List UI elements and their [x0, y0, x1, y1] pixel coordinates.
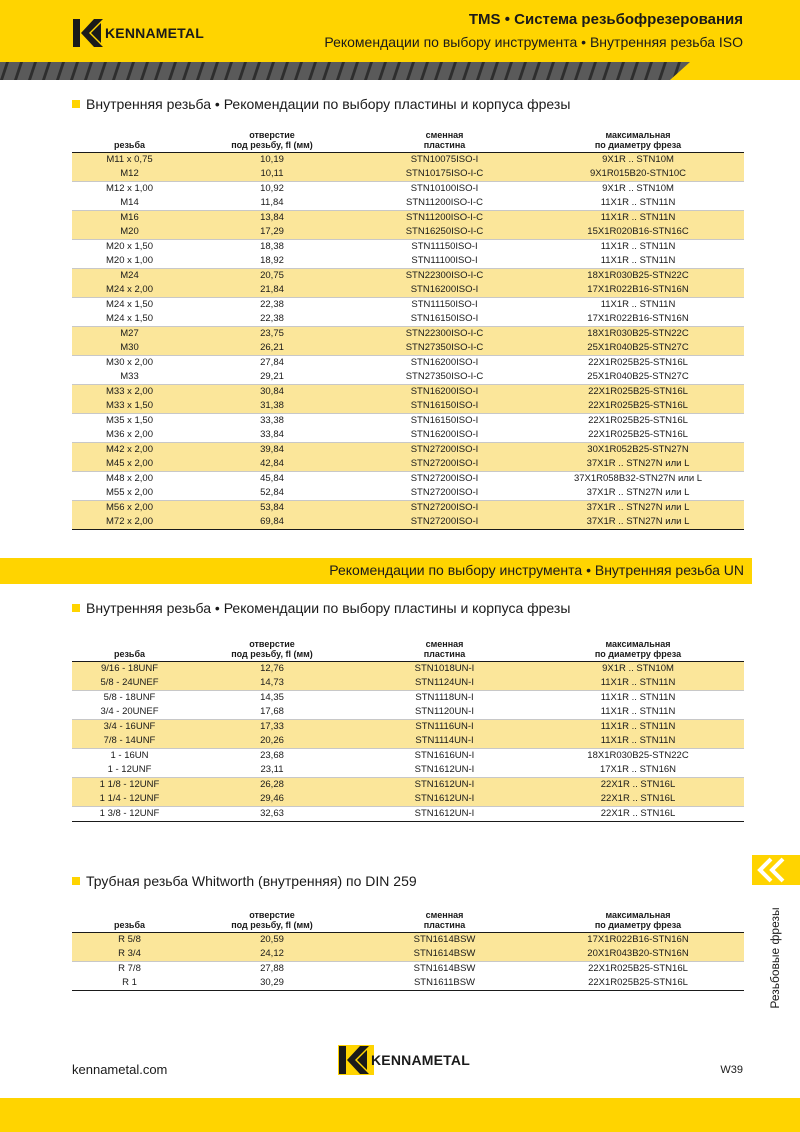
- cell-thread: 1 - 12UNF: [107, 764, 152, 775]
- cell-hole: 10,92: [187, 182, 357, 197]
- table-row: [72, 486, 744, 501]
- side-section-label-text: Резьбовые фрезы: [768, 906, 782, 1009]
- cell-max-cutter: 11X1R .. STN11N: [532, 211, 744, 226]
- cell-thread: M72 x 2,00: [72, 515, 187, 530]
- cell-thread: R 1: [72, 976, 187, 991]
- cell-insert: STN10100ISO-I: [357, 182, 532, 197]
- cell-hole: 24,12: [187, 947, 357, 962]
- table-row: [72, 720, 744, 735]
- un-section-band-text: Рекомендации по выбору инструмента • Внутренняя резьба UN: [329, 562, 744, 578]
- cell-max-cutter: 37X1R .. STN27N или L: [532, 515, 744, 530]
- footer-band: [0, 1098, 800, 1132]
- table-row: [72, 240, 744, 255]
- cell-max-cutter: 22X1R025B25-STN16L: [532, 356, 744, 371]
- table-row: [72, 254, 744, 269]
- cell-max-cutter: 37X1R058B32-STN27N или L: [532, 472, 744, 487]
- table-row: [72, 662, 744, 677]
- table-row: [72, 676, 744, 691]
- cell-insert: STN16150ISO-I: [357, 414, 532, 429]
- cell-max-cutter: 11X1R .. STN11N: [532, 734, 744, 749]
- cell-max-cutter: 18X1R030B25-STN22C: [532, 269, 744, 284]
- cell-hole: 12,76: [187, 662, 357, 677]
- cell-hole: 53,84: [187, 501, 357, 516]
- cell-hole: 11,84: [260, 197, 284, 208]
- cell-hole: 31,38: [187, 399, 357, 414]
- cell-insert: STN1611BSW: [357, 976, 532, 991]
- cell-insert: STN27200ISO-I: [357, 443, 532, 458]
- cell-thread: M24 x 2,00: [72, 283, 187, 298]
- cell-max-cutter: 37X1R .. STN27N или L: [532, 457, 744, 472]
- table-row: [72, 153, 744, 168]
- kennametal-logo: [72, 18, 204, 48]
- cell-thread: M20 x 1,00: [106, 255, 153, 266]
- un-section-title-text: Внутренняя резьба • Рекомендации по выбору пластины и корпуса фрезы: [86, 600, 571, 616]
- cell-thread: M16: [72, 211, 187, 226]
- cell-thread: R 5/8: [72, 933, 187, 948]
- cell-thread: 5/8 - 24UNEF: [72, 676, 187, 691]
- cell-thread: 1 3/8 - 12UNF: [72, 807, 187, 822]
- cell-thread: M30 x 2,00: [72, 356, 187, 371]
- cell-thread: M12 x 1,00: [72, 182, 187, 197]
- cell-max-cutter: 9X1R .. STN10M: [532, 182, 744, 197]
- side-section-label: [763, 906, 787, 1009]
- cell-max-cutter: 11X1R .. STN11N: [532, 298, 744, 313]
- cell-hole: 17,33: [187, 720, 357, 735]
- col-header-max-cutter: максимальная по диаметру фреза: [532, 131, 744, 153]
- cell-thread: R 7/8: [72, 962, 187, 977]
- table-row: [72, 705, 744, 720]
- col-header-thread: резьба: [72, 131, 187, 153]
- iso-thread-table: [72, 131, 744, 530]
- cell-thread: 9/16 - 18UNF: [72, 662, 187, 677]
- table-row: [72, 501, 744, 516]
- cell-max-cutter: 11X1R .. STN11N: [600, 706, 676, 717]
- cell-max-cutter: 17X1R022B16-STN16N: [532, 283, 744, 298]
- cell-hole: 20,26: [187, 734, 357, 749]
- bsw-section-title-text: Трубная резьба Whitworth (внутренняя) по DIN 259: [86, 873, 417, 889]
- cell-hole: 27,88: [187, 962, 357, 977]
- logo-wordmark: KENNAMETAL: [105, 25, 204, 41]
- cell-insert: STN22300ISO-I-C: [357, 269, 532, 284]
- cell-max-cutter: 18X1R030B25-STN22C: [532, 327, 744, 342]
- table-row: [72, 356, 744, 371]
- cell-insert: STN1614BSW: [357, 933, 532, 948]
- cell-insert: STN1612UN-I: [357, 792, 532, 807]
- cell-max-cutter: 22X1R .. STN16L: [532, 807, 744, 822]
- cell-insert: STN16200ISO-I: [410, 429, 479, 440]
- cell-hole: 23,68: [187, 749, 357, 764]
- header-subtitle: Рекомендации по выбору инструмента • Внутренняя резьба ISO: [324, 34, 743, 50]
- cell-hole: 23,11: [260, 764, 284, 775]
- col-header-hole: отверстие под резьбу, fl (мм): [187, 911, 357, 933]
- footer-url: kennametal.com: [72, 1062, 168, 1077]
- cell-hole: 20,59: [187, 933, 357, 948]
- cell-thread: M56 x 2,00: [72, 501, 187, 516]
- col-header-insert: сменная пластина: [357, 911, 532, 933]
- cell-thread: M35 x 1,50: [72, 414, 187, 429]
- cell-max-cutter: 11X1R .. STN11N: [600, 255, 676, 266]
- col-header-max-cutter: максимальная по диаметру фреза: [532, 640, 744, 662]
- table-row: [72, 269, 744, 284]
- table-row: [72, 399, 744, 414]
- table-row: [72, 327, 744, 342]
- cell-max-cutter: 22X1R025B25-STN16L: [532, 962, 744, 977]
- cell-thread: M33 x 1,50: [72, 399, 187, 414]
- cell-insert: STN27350ISO-I-C: [357, 341, 532, 356]
- iso-table-body: [72, 153, 744, 530]
- cell-thread: M55 x 2,00: [106, 487, 153, 498]
- yellow-square-bullet-icon: [72, 604, 80, 612]
- bsw-section-title: [72, 873, 417, 889]
- col-header-insert: сменная пластина: [357, 640, 532, 662]
- cell-thread: 3/4 - 20UNEF: [100, 706, 159, 717]
- cell-max-cutter: 25X1R040B25-STN27C: [532, 341, 744, 356]
- iso-section-title-text: Внутренняя резьба • Рекомендации по выбору пластины и корпуса фрезы: [86, 96, 571, 112]
- table-row: [72, 472, 744, 487]
- cell-thread: M12: [72, 167, 187, 182]
- table-row: [72, 312, 744, 327]
- bsw-table-body: [72, 933, 744, 991]
- cell-hole: 10,19: [187, 153, 357, 168]
- double-chevron-left-icon: [752, 855, 800, 885]
- cell-insert: STN11200ISO-I-C: [406, 197, 483, 208]
- cell-max-cutter: 11X1R .. STN11N: [532, 676, 744, 691]
- table-row: [72, 196, 744, 211]
- cell-hole: 69,84: [187, 515, 357, 530]
- cell-thread: 3/4 - 16UNF: [72, 720, 187, 735]
- cell-max-cutter: 22X1R025B25-STN16L: [532, 399, 744, 414]
- cell-insert: STN1612UN-I: [414, 764, 475, 775]
- cell-hole: 14,73: [187, 676, 357, 691]
- table-row: [72, 211, 744, 226]
- cell-thread: 1 1/4 - 12UNF: [72, 792, 187, 807]
- cell-thread: M45 x 2,00: [72, 457, 187, 472]
- yellow-square-bullet-icon: [72, 100, 80, 108]
- cell-thread: M20 x 1,50: [72, 240, 187, 255]
- cell-max-cutter: 9X1R .. STN10M: [532, 153, 744, 168]
- page-number: W39: [720, 1064, 743, 1076]
- cell-insert: STN1118UN-I: [357, 691, 532, 706]
- cell-max-cutter: 22X1R025B25-STN16L: [532, 414, 744, 429]
- cell-insert: STN10075ISO-I: [357, 153, 532, 168]
- table-row: [72, 691, 744, 706]
- cell-insert: STN1612UN-I: [357, 778, 532, 793]
- cell-insert: STN16200ISO-I: [357, 283, 532, 298]
- table-row: [72, 947, 744, 962]
- cell-max-cutter: 11X1R .. STN11N: [600, 197, 676, 208]
- table-row: [72, 443, 744, 458]
- cell-max-cutter: 17X1R022B16-STN16N: [587, 313, 689, 324]
- cell-max-cutter: 22X1R .. STN16L: [532, 778, 744, 793]
- diagonal-stripe-band: [0, 62, 800, 80]
- cell-insert: STN16200ISO-I: [357, 385, 532, 400]
- cell-hole: 22,38: [260, 313, 284, 324]
- cell-insert: STN27200ISO-I: [357, 515, 532, 530]
- cell-thread: M42 x 2,00: [72, 443, 187, 458]
- cell-hole: 32,63: [187, 807, 357, 822]
- cell-thread: M33 x 2,00: [72, 385, 187, 400]
- kennametal-k-logo-icon: [72, 18, 108, 48]
- cell-thread: M27: [72, 327, 187, 342]
- cell-hole: 29,46: [187, 792, 357, 807]
- cell-max-cutter: 37X1R .. STN27N или L: [532, 501, 744, 516]
- cell-hole: 14,35: [187, 691, 357, 706]
- table-header-row: [72, 911, 744, 933]
- cell-hole: 17,29: [187, 225, 357, 240]
- cell-insert: STN16200ISO-I: [357, 356, 532, 371]
- table-row: [72, 515, 744, 530]
- cell-insert: STN1616UN-I: [357, 749, 532, 764]
- cell-hole: 29,21: [260, 371, 284, 382]
- cell-thread: M24: [72, 269, 187, 284]
- table-header-row: [72, 131, 744, 153]
- col-header-max-cutter: максимальная по диаметру фреза: [532, 911, 744, 933]
- cell-thread: M33: [120, 371, 139, 382]
- cell-thread: M48 x 2,00: [72, 472, 187, 487]
- table-row: [72, 933, 744, 948]
- cell-insert: STN11150ISO-I: [357, 298, 532, 313]
- cell-hole: 17,68: [260, 706, 284, 717]
- cell-hole: 42,84: [187, 457, 357, 472]
- cell-insert: STN1124UN-I: [357, 676, 532, 691]
- cell-insert: STN16150ISO-I: [410, 313, 479, 324]
- table-row: [72, 734, 744, 749]
- cell-max-cutter: 17X1R022B16-STN16N: [532, 933, 744, 948]
- cell-max-cutter: 22X1R025B25-STN16L: [532, 976, 744, 991]
- cell-max-cutter: 17X1R .. STN16N: [599, 764, 677, 775]
- header-title: TMS • Система резьбофрезерования: [468, 11, 743, 28]
- col-header-thread: резьба: [72, 640, 187, 662]
- cell-thread: M24 x 1,50: [72, 298, 187, 313]
- table-row: [72, 457, 744, 472]
- cell-max-cutter: 9X1R015B20-STN10C: [532, 167, 744, 182]
- table-row: [72, 385, 744, 400]
- iso-section-title: [72, 96, 570, 112]
- cell-thread: 7/8 - 14UNF: [72, 734, 187, 749]
- table-row: [72, 792, 744, 807]
- cell-max-cutter: 37X1R .. STN27N или L: [586, 487, 690, 498]
- cell-insert: STN16250ISO-I-C: [357, 225, 532, 240]
- cell-thread: 5/8 - 18UNF: [72, 691, 187, 706]
- table-row: [72, 298, 744, 313]
- cell-max-cutter: 9X1R .. STN10M: [532, 662, 744, 677]
- cell-insert: STN27350ISO-I-C: [405, 371, 484, 382]
- cell-hole: 26,28: [187, 778, 357, 793]
- table-row: [72, 763, 744, 778]
- cell-thread: M36 x 2,00: [106, 429, 153, 440]
- col-header-hole: отверстие под резьбу, fl (мм): [187, 640, 357, 662]
- cell-max-cutter: 11X1R .. STN11N: [532, 691, 744, 706]
- table-row: [72, 976, 744, 991]
- cell-max-cutter: 22X1R .. STN16L: [532, 792, 744, 807]
- cell-insert: STN1114UN-I: [357, 734, 532, 749]
- table-row: [72, 807, 744, 822]
- cell-hole: 27,84: [187, 356, 357, 371]
- table-row: [72, 341, 744, 356]
- cell-insert: STN1614BSW: [357, 947, 532, 962]
- table-header-row: [72, 640, 744, 662]
- un-table-body: [72, 662, 744, 822]
- bsw-thread-table: [72, 911, 744, 991]
- cell-max-cutter: 20X1R043B20-STN16N: [532, 947, 744, 962]
- un-section-title: [72, 600, 570, 616]
- cell-hole: 20,75: [187, 269, 357, 284]
- col-header-hole: отверстие под резьбу, fl (мм): [187, 131, 357, 153]
- cell-hole: 18,38: [187, 240, 357, 255]
- cell-hole: 18,92: [260, 255, 284, 266]
- cell-insert: STN11100ISO-I: [411, 255, 478, 266]
- cell-insert: STN1116UN-I: [357, 720, 532, 735]
- cell-insert: STN27200ISO-I: [410, 487, 479, 498]
- cell-max-cutter: 22X1R025B25-STN16L: [532, 385, 744, 400]
- cell-hole: 39,84: [187, 443, 357, 458]
- kennametal-k-logo-icon: [338, 1045, 374, 1075]
- table-row: [72, 167, 744, 182]
- cell-insert: STN16150ISO-I: [357, 399, 532, 414]
- cell-max-cutter: 11X1R .. STN11N: [532, 720, 744, 735]
- cell-hole: 30,84: [187, 385, 357, 400]
- cell-insert: STN1614BSW: [357, 962, 532, 977]
- table-row: [72, 778, 744, 793]
- cell-insert: STN11150ISO-I: [357, 240, 532, 255]
- cell-max-cutter: 15X1R020B16-STN16C: [532, 225, 744, 240]
- cell-max-cutter: 11X1R .. STN11N: [532, 240, 744, 255]
- cell-thread: M24 x 1,50: [106, 313, 153, 324]
- table-row: [72, 414, 744, 429]
- cell-insert: STN27200ISO-I: [357, 472, 532, 487]
- cell-max-cutter: 30X1R052B25-STN27N: [532, 443, 744, 458]
- cell-insert: STN11200ISO-I-C: [357, 211, 532, 226]
- cell-insert: STN1120UN-I: [415, 706, 474, 717]
- cell-insert: STN27200ISO-I: [357, 457, 532, 472]
- cell-hole: 30,29: [187, 976, 357, 991]
- cell-hole: 13,84: [187, 211, 357, 226]
- table-row: [72, 225, 744, 240]
- cell-hole: 33,38: [187, 414, 357, 429]
- table-row: [72, 962, 744, 977]
- table-row: [72, 283, 744, 298]
- cell-hole: 33,84: [260, 429, 284, 440]
- table-row: [72, 370, 744, 385]
- cell-thread: M20: [72, 225, 187, 240]
- cell-hole: 21,84: [187, 283, 357, 298]
- kennametal-logo-footer: [338, 1045, 470, 1075]
- cell-max-cutter: 25X1R040B25-STN27C: [587, 371, 689, 382]
- cell-hole: 45,84: [187, 472, 357, 487]
- cell-thread: 1 1/8 - 12UNF: [72, 778, 187, 793]
- cell-insert: STN1018UN-I: [357, 662, 532, 677]
- cell-thread: 1 - 16UN: [72, 749, 187, 764]
- cell-thread: M11 x 0,75: [72, 153, 187, 168]
- logo-wordmark: KENNAMETAL: [371, 1052, 470, 1068]
- cell-insert: STN10175ISO-I-C: [357, 167, 532, 182]
- cell-hole: 10,11: [187, 167, 357, 182]
- cell-max-cutter: 22X1R025B25-STN16L: [588, 429, 688, 440]
- cell-hole: 52,84: [260, 487, 284, 498]
- table-row: [72, 182, 744, 197]
- cell-insert: STN1612UN-I: [357, 807, 532, 822]
- cell-insert: STN22300ISO-I-C: [357, 327, 532, 342]
- cell-thread: R 3/4: [72, 947, 187, 962]
- cell-hole: 26,21: [187, 341, 357, 356]
- cell-max-cutter: 18X1R030B25-STN22C: [532, 749, 744, 764]
- un-thread-table: [72, 640, 744, 822]
- col-header-thread: резьба: [72, 911, 187, 933]
- col-header-insert: сменная пластина: [357, 131, 532, 153]
- yellow-square-bullet-icon: [72, 877, 80, 885]
- cell-insert: STN27200ISO-I: [357, 501, 532, 516]
- cell-thread: M14: [120, 197, 139, 208]
- table-row: [72, 428, 744, 443]
- table-row: [72, 749, 744, 764]
- cell-hole: 22,38: [187, 298, 357, 313]
- cell-thread: M30: [72, 341, 187, 356]
- cell-hole: 23,75: [187, 327, 357, 342]
